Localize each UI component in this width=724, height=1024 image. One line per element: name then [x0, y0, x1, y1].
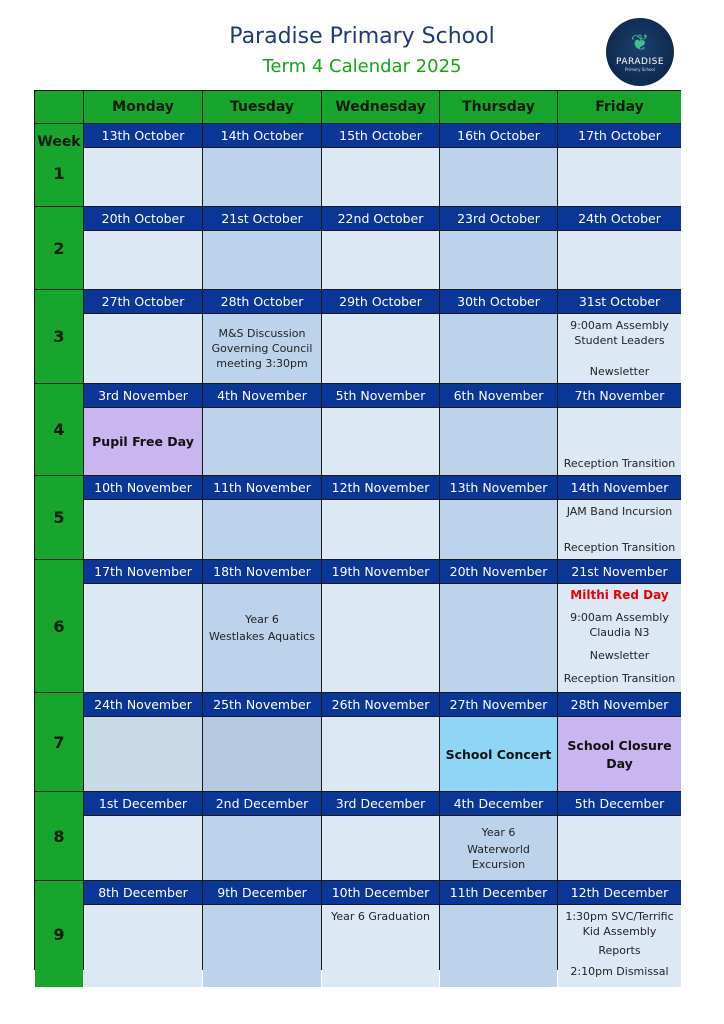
event-cell	[203, 584, 321, 692]
day-header-thursday: Thursday	[440, 91, 557, 123]
event-cell	[322, 905, 439, 987]
day-header-friday: Friday	[558, 91, 681, 123]
day-cell	[322, 408, 439, 475]
date-cell: 20th October	[84, 207, 202, 230]
day-cell	[322, 148, 439, 206]
day-cell	[203, 148, 321, 206]
date-cell: 8th December	[84, 881, 202, 904]
date-cell: 14th November	[558, 476, 681, 499]
day-cell	[322, 500, 439, 559]
logo-text: PARADISE	[615, 56, 665, 67]
event-line: 1:30pm SVC/Terrific	[565, 910, 674, 923]
date-cell: 2nd December	[203, 792, 321, 815]
school-concert: School Concert	[440, 717, 557, 791]
date-cell: 13th November	[440, 476, 557, 499]
week-label: Week	[37, 133, 81, 150]
day-cell	[84, 148, 202, 206]
date-cell: 25th November	[203, 693, 321, 716]
week-7: 7	[35, 693, 83, 791]
school-logo	[606, 18, 674, 86]
day-cell	[322, 816, 439, 880]
event-cell	[558, 500, 681, 559]
event-line: Claudia N3	[589, 626, 650, 639]
day-header-monday: Monday	[84, 91, 202, 123]
event-line: Waterworld Excursion	[467, 842, 530, 871]
school-closure-day	[558, 717, 681, 791]
date-cell: 3rd November	[84, 384, 202, 407]
date-cell: 24th October	[558, 207, 681, 230]
week-6: 6	[35, 560, 83, 692]
event-cell	[558, 905, 681, 987]
day-cell	[440, 314, 557, 383]
day-cell	[84, 231, 202, 289]
date-cell: 29th October	[322, 290, 439, 313]
day-cell	[322, 314, 439, 383]
date-cell: 1st December	[84, 792, 202, 815]
event-line: Westlakes Aquatics	[209, 630, 315, 643]
day-cell	[440, 584, 557, 692]
event-line: Year 6	[481, 825, 516, 839]
event-line: Newsletter	[589, 365, 650, 378]
event-cell	[558, 584, 681, 692]
event-line: 9:00am Assembly	[570, 319, 669, 332]
day-cell	[440, 231, 557, 289]
date-cell: 4th November	[203, 384, 321, 407]
date-cell: 27th October	[84, 290, 202, 313]
date-cell: 9th December	[203, 881, 321, 904]
date-cell: 10th November	[84, 476, 202, 499]
day-cell	[84, 584, 202, 692]
event-cell	[558, 314, 681, 383]
day-cell	[203, 905, 321, 987]
date-cell: 19th November	[322, 560, 439, 583]
date-cell: 22nd October	[322, 207, 439, 230]
date-cell: 11th December	[440, 881, 557, 904]
week-9: 9	[35, 881, 83, 987]
event-line: School Closure	[567, 737, 672, 753]
date-cell: 28th November	[558, 693, 681, 716]
school-name: Paradise Primary School	[229, 24, 495, 49]
date-cell: 10th December	[322, 881, 439, 904]
event-cell	[203, 314, 321, 383]
day-cell	[84, 314, 202, 383]
day-cell	[440, 500, 557, 559]
day-cell	[322, 231, 439, 289]
day-cell	[203, 717, 321, 791]
event-line: 9:00am Assembly	[570, 611, 669, 624]
logo-subtext: Primary School	[624, 66, 655, 72]
week-1: 1	[53, 163, 65, 183]
date-cell: 31st October	[558, 290, 681, 313]
day-cell	[203, 816, 321, 880]
date-cell: 26th November	[322, 693, 439, 716]
date-cell: 23rd October	[440, 207, 557, 230]
event-line: M&S Discussion	[218, 327, 306, 340]
event-cell	[558, 408, 681, 475]
date-cell: 13th October	[84, 124, 202, 147]
date-cell: 21st October	[203, 207, 321, 230]
event-line: 2:10pm Dismissal	[570, 965, 669, 978]
event-line: Reports	[598, 944, 641, 957]
corner-cell	[35, 91, 83, 123]
event-line: Governing Council	[211, 342, 313, 355]
day-cell	[322, 717, 439, 791]
date-cell: 12th December	[558, 881, 681, 904]
day-cell	[440, 408, 557, 475]
day-cell	[84, 816, 202, 880]
calendar-grid	[34, 90, 681, 978]
day-cell	[203, 500, 321, 559]
day-cell	[558, 816, 681, 880]
event-line: Year 6 Graduation	[331, 910, 430, 923]
date-cell: 24th November	[84, 693, 202, 716]
event-line: Day	[606, 755, 633, 771]
week-4: 4	[35, 384, 83, 475]
date-cell: 28th October	[203, 290, 321, 313]
week-3: 3	[35, 290, 83, 383]
day-cell	[203, 408, 321, 475]
date-cell: 17th November	[84, 560, 202, 583]
event-line: Kid Assembly	[582, 925, 657, 938]
day-cell	[558, 148, 681, 206]
date-cell: 3rd December	[322, 792, 439, 815]
date-cell: 17th October	[558, 124, 681, 147]
date-cell: 7th November	[558, 384, 681, 407]
date-cell: 27th November	[440, 693, 557, 716]
week-number	[35, 124, 83, 206]
date-cell: 5th November	[322, 384, 439, 407]
event-line: Newsletter	[589, 649, 650, 662]
event-line: Reception Transition	[563, 541, 676, 554]
event-line: meeting 3:30pm	[216, 357, 308, 370]
date-cell: 15th October	[322, 124, 439, 147]
day-cell	[558, 231, 681, 289]
day-cell	[440, 148, 557, 206]
date-cell: 21st November	[558, 560, 681, 583]
day-cell	[84, 717, 202, 791]
week-2: 2	[35, 207, 83, 289]
event-cell	[440, 816, 557, 880]
date-cell: 4th December	[440, 792, 557, 815]
event-line: Student Leaders	[574, 334, 665, 347]
day-cell	[322, 584, 439, 692]
week-5: 5	[35, 476, 83, 559]
day-header-wednesday: Wednesday	[322, 91, 439, 123]
event-line: Reception Transition	[563, 672, 676, 685]
date-cell: 6th November	[440, 384, 557, 407]
day-cell	[84, 905, 202, 987]
calendar-title: Term 4 Calendar 2025	[262, 56, 462, 77]
pupil-free-day: Pupil Free Day	[84, 408, 202, 475]
week-8: 8	[35, 792, 83, 880]
date-cell: 30th October	[440, 290, 557, 313]
milthi-red-day: Milthi Red Day	[570, 588, 669, 602]
date-cell: 16th October	[440, 124, 557, 147]
event-line: Year 6	[245, 613, 279, 626]
day-cell	[84, 500, 202, 559]
day-cell	[440, 905, 557, 987]
event-line: Reception Transition	[563, 457, 676, 470]
date-cell: 14th October	[203, 124, 321, 147]
date-cell: 20th November	[440, 560, 557, 583]
date-cell: 11th November	[203, 476, 321, 499]
day-header-tuesday: Tuesday	[203, 91, 321, 123]
date-cell: 12th November	[322, 476, 439, 499]
date-cell: 5th December	[558, 792, 681, 815]
day-cell	[203, 231, 321, 289]
leaf-icon: ❦	[630, 30, 650, 56]
event-line: JAM Band Incursion	[566, 505, 673, 518]
date-cell: 18th November	[203, 560, 321, 583]
